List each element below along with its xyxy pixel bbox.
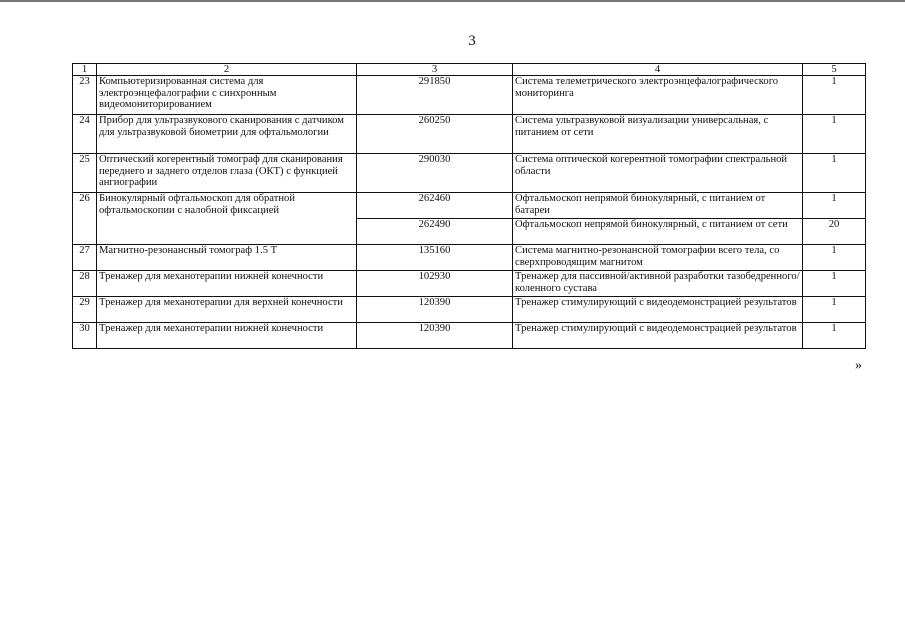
item-name: Бинокулярный офтальмоскоп для обратной офтальмоскопии с налобной фиксацией xyxy=(97,193,357,245)
item-code: 290030 xyxy=(357,154,513,193)
top-border-line xyxy=(0,0,905,2)
item-code: 260250 xyxy=(357,115,513,154)
item-name: Магнитно-резонансный томограф 1.5 Т xyxy=(97,245,357,271)
item-name: Компьютеризированная система для электроэнцефалографии с синхронным видеомониторированием xyxy=(97,76,357,115)
item-code: 262460 xyxy=(357,193,513,219)
equipment-table xyxy=(72,63,866,349)
table-row xyxy=(73,76,866,115)
table-row xyxy=(73,297,866,323)
row-number: 23 xyxy=(73,76,97,115)
row-number: 30 xyxy=(73,323,97,349)
row-number: 28 xyxy=(73,271,97,297)
item-name: Тренажер для механотерапии нижней конечности xyxy=(97,271,357,297)
item-quantity: 1 xyxy=(803,76,866,115)
item-quantity: 20 xyxy=(803,219,866,245)
item-description: Система оптической когерентной томографии спектральной области xyxy=(513,154,803,193)
item-quantity: 1 xyxy=(803,115,866,154)
closing-quote-mark: » xyxy=(855,358,862,373)
header-cell: 3 xyxy=(357,64,513,76)
item-name: Оптический когерентный томограф для сканирования переднего и заднего отделов глаза (ОКТ) с функцией ангиографии xyxy=(97,154,357,193)
item-name: Тренажер для механотерапии нижней конечности xyxy=(97,323,357,349)
row-number: 29 xyxy=(73,297,97,323)
item-quantity: 1 xyxy=(803,154,866,193)
table-row xyxy=(73,245,866,271)
item-code: 102930 xyxy=(357,271,513,297)
item-name: Тренажер для механотерапии для верхней конечности xyxy=(97,297,357,323)
item-description: Система ультразвуковой визуализации универсальная, с питанием от сети xyxy=(513,115,803,154)
item-description: Тренажер для пассивной/активной разработки тазобедренного/коленного сустава xyxy=(513,271,803,297)
item-description: Тренажер стимулирующий с видеодемонстрацией результатов xyxy=(513,323,803,349)
header-cell: 2 xyxy=(97,64,357,76)
item-quantity: 1 xyxy=(803,271,866,297)
item-quantity: 1 xyxy=(803,323,866,349)
table-row xyxy=(73,323,866,349)
item-quantity: 1 xyxy=(803,297,866,323)
item-code: 135160 xyxy=(357,245,513,271)
item-name: Прибор для ультразвукового сканирования с датчиком для ультразвуковой биометрии для офтальмологии xyxy=(97,115,357,154)
item-description: Система телеметрического электроэнцефалографического мониторинга xyxy=(513,76,803,115)
header-cell: 4 xyxy=(513,64,803,76)
table-row xyxy=(73,115,866,154)
item-code: 120390 xyxy=(357,323,513,349)
item-quantity: 1 xyxy=(803,245,866,271)
table-row xyxy=(73,271,866,297)
page-number: 3 xyxy=(468,33,476,49)
row-number: 24 xyxy=(73,115,97,154)
header-cell: 5 xyxy=(803,64,866,76)
item-code: 262490 xyxy=(357,219,513,245)
item-code: 291850 xyxy=(357,76,513,115)
row-number: 25 xyxy=(73,154,97,193)
item-description: Офтальмоскоп непрямой бинокулярный, с питанием от сети xyxy=(513,219,803,245)
header-cell: 1 xyxy=(73,64,97,76)
item-code: 120390 xyxy=(357,297,513,323)
item-description: Тренажер стимулирующий с видеодемонстрацией результатов xyxy=(513,297,803,323)
table-header-row xyxy=(73,64,866,76)
row-number: 26 xyxy=(73,193,97,245)
item-quantity: 1 xyxy=(803,193,866,219)
table-row xyxy=(73,193,866,219)
row-number: 27 xyxy=(73,245,97,271)
item-description: Офтальмоскоп непрямой бинокулярный, с питанием от батареи xyxy=(513,193,803,219)
item-description: Система магнитно-резонансной томографии всего тела, со сверхпроводящим магнитом xyxy=(513,245,803,271)
table-row xyxy=(73,154,866,193)
